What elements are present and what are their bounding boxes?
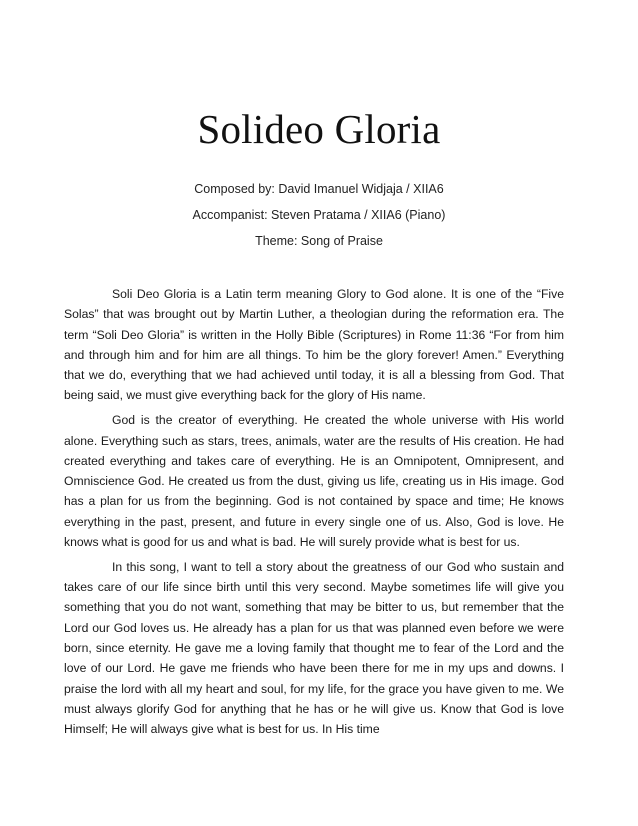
body-paragraph: In this song, I want to tell a story about the greatness of our God who sustain and takes care of our life since birth until this very second. Maybe sometimes life will give you something that you do not want, something that may be bitter to us, but remember that the Lord our God loves us. He already has a plan for us that was planned even before we were born, since eternity. He gave me a loving family that thought me to fear of the Lord and the love of our Lord. He gave me friends who have been there for me in my ups and downs. I praise the lord with all my heart and soul, for my life, for the grace you have given to me. We must always glorify God for anything that he has or he will give us. Know that God is love Himself; He will always give what is best for us. In His time <box>64 559 564 737</box>
document-body <box>64 284 564 744</box>
composer-line: Composed by: David Imanuel Widjaja / XIIA6 <box>194 182 444 196</box>
accompanist-line: Accompanist: Steven Pratama / XIIA6 (Piano) <box>192 208 446 222</box>
document-title: Solideo Gloria <box>197 106 441 152</box>
body-paragraph: God is the creator of everything. He created the whole universe with His world alone. Everything such as stars, trees, animals, water are the results of His creation. He had created everything and takes care of everything. He is an Omnipotent, Omnipresent, and Omniscience God. He created us from the dust, giving us life, creating us in His image. God has a plan for us from the beginning. God is not contained by space and time; He knows everything in the past, present, and future in every single one of us. Also, God is love. He knows what is good for us and what is bad. He will surely provide what is best for us. <box>64 413 564 550</box>
body-paragraph: Soli Deo Gloria is a Latin term meaning Glory to God alone. It is one of the “Five Solas” that was brought out by Martin Luther, a theologian during the reformation era. The term “Soli Deo Gloria” is written in the Holly Bible (Scriptures) in Rome 11:36 “For from him and through him and for him are all things. To him be the glory forever! Amen.” Everything that we do, everything that we had achieved until today, it is all a blessing from God. That being said, we must give everything back for the glory of His name. <box>64 287 564 403</box>
theme-line: Theme: Song of Praise <box>255 234 383 248</box>
